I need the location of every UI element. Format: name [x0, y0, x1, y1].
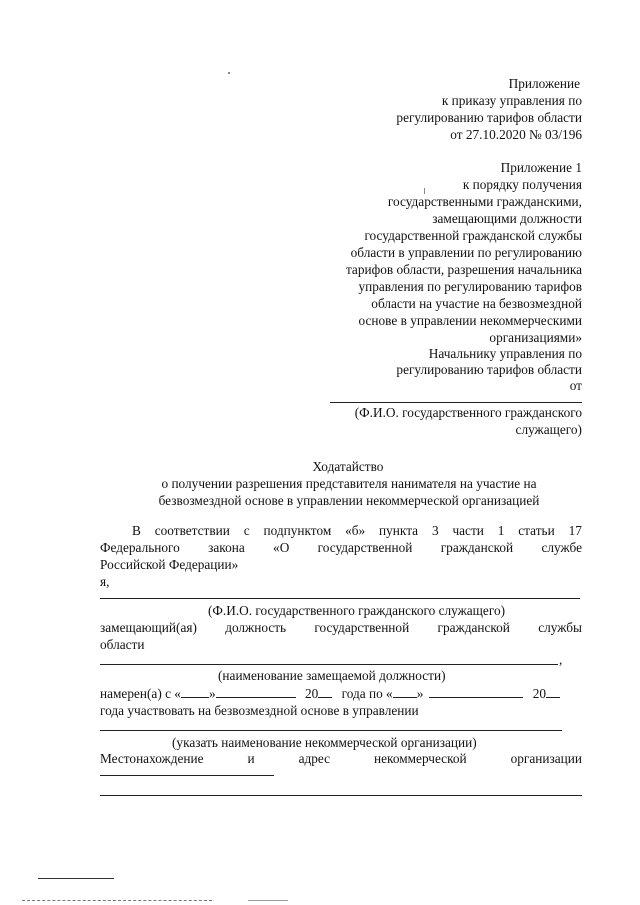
start-year-blank — [318, 685, 332, 698]
fio-caption: служащего) — [515, 422, 582, 437]
header-order-date: от 27.10.2020 № 03/196 — [450, 127, 582, 142]
employee-fio-line — [100, 598, 580, 599]
end-year-blank — [546, 685, 560, 698]
header-line: к порядку получения — [462, 177, 582, 192]
end-month-blank — [429, 685, 523, 698]
paragraph-line: Российской Федерации» — [100, 557, 239, 572]
scan-speck — [248, 900, 288, 901]
addressee-line: Начальнику управления по — [428, 346, 582, 361]
position-caption: (наименование замещаемой должности) — [218, 668, 446, 683]
header-line: области на участие на безвозмездной — [371, 296, 582, 311]
position-blank-line — [100, 664, 558, 665]
header-line: замещающими должности — [432, 211, 582, 226]
scan-artifact-line — [22, 900, 212, 901]
location-line: Местонахождение и адрес некоммерческой организации — [100, 751, 582, 766]
intention-line: намерен(а) с « » 20 года по « » 20 — [100, 685, 560, 702]
header-line: регулированию тарифов области — [396, 110, 582, 125]
header-line: государственными гражданскими, — [387, 194, 582, 209]
pronoun-ya: я, — [100, 574, 110, 589]
trailing-comma: , — [559, 652, 563, 667]
scan-speck — [424, 188, 425, 194]
paragraph-line: Федерального закона «О государственной гражданской службе — [100, 540, 582, 555]
location-blank-line — [100, 795, 582, 796]
location-blank-line — [100, 775, 274, 776]
start-month-blank — [216, 685, 296, 698]
organization-blank-line — [100, 730, 562, 731]
organization-caption: (указать наименование некоммерческой организации) — [172, 735, 477, 750]
participation-line: года участвовать на безвозмездной основе в управлении — [100, 703, 419, 718]
header-line: управления по регулированию тарифов — [358, 279, 582, 294]
paragraph-line: В соответствии с подпунктом «б» пункта 3 части 1 статьи 17 — [132, 523, 582, 538]
position-line: замещающий(ая) должность государственной гражданской службы — [100, 620, 582, 635]
header-appendix-title: Приложение — [508, 76, 580, 91]
header-line: тарифов области, разрешения начальника — [345, 262, 582, 277]
header-appendix-1: Приложение 1 — [500, 160, 582, 175]
fio-caption: (Ф.И.О. государственного гражданского — [354, 405, 582, 420]
header-line: области в управлении по регулированию — [350, 245, 582, 260]
document-subtitle: безвозмездной основе в управлении некоммерческой организацией — [158, 493, 540, 508]
header-line: государственной гражданской службы — [364, 228, 582, 243]
end-day-blank — [393, 685, 417, 698]
document-title: Ходатайство — [312, 459, 384, 474]
header-line: организациями» — [489, 330, 582, 345]
start-day-blank — [181, 685, 209, 698]
employee-fio-caption: (Ф.И.О. государственного гражданского служащего) — [208, 603, 506, 618]
header-line: основе в управлении некоммерческими — [358, 313, 582, 328]
oblasti-word: области — [100, 637, 145, 652]
footnote-separator — [38, 878, 114, 879]
document-subtitle: о получении разрешения представителя нанимателя на участие на — [161, 476, 537, 491]
addressee-line: регулированию тарифов области — [396, 362, 582, 377]
scan-speck — [228, 72, 230, 74]
from-label: от — [569, 378, 582, 393]
fio-blank-line — [330, 402, 582, 403]
header-line: к приказу управления по — [441, 93, 582, 108]
